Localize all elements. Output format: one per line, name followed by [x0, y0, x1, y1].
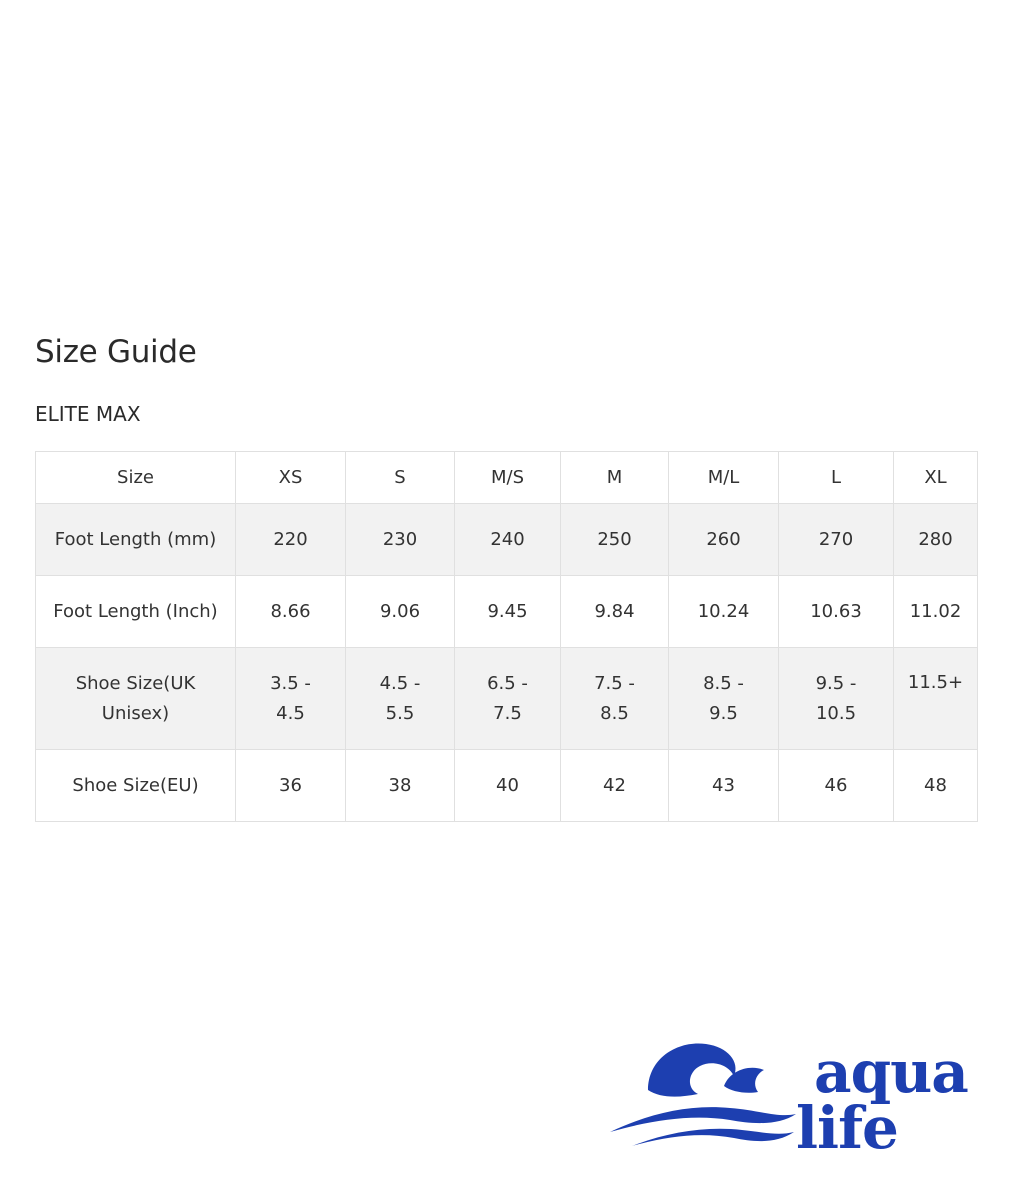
table-row-foot-length-inch — [36, 576, 978, 648]
table-row-shoe-size-uk — [36, 648, 978, 750]
wave-logo-icon — [610, 1043, 796, 1146]
header-cell-m: M — [561, 452, 669, 504]
row-label: Foot Length (mm) — [36, 504, 236, 576]
table-cell: 40 — [455, 750, 561, 822]
table-cell: 11.02 — [894, 576, 978, 648]
size-table — [35, 451, 978, 822]
table-cell: 230 — [346, 504, 455, 576]
row-label: Foot Length (Inch) — [36, 576, 236, 648]
table-cell: 42 — [561, 750, 669, 822]
header-cell-xl: XL — [894, 452, 978, 504]
header-cell-s: S — [346, 452, 455, 504]
table-cell: 8.66 — [236, 576, 346, 648]
header-cell-ml: M/L — [669, 452, 779, 504]
table-cell: 6.5 - 7.5 — [455, 648, 561, 750]
table-row-shoe-size-eu — [36, 750, 978, 822]
table-cell: 220 — [236, 504, 346, 576]
table-cell: 9.5 - 10.5 — [779, 648, 894, 750]
header-cell-xs: XS — [236, 452, 346, 504]
table-cell: 38 — [346, 750, 455, 822]
product-name: ELITE MAX — [35, 402, 141, 426]
row-label: Shoe Size(UK Unisex) — [36, 648, 236, 750]
aqua-life-logo — [608, 1028, 1008, 1152]
table-cell: 250 — [561, 504, 669, 576]
table-cell: 9.45 — [455, 576, 561, 648]
table-cell: 7.5 - 8.5 — [561, 648, 669, 750]
table-header-row — [36, 452, 978, 504]
logo-word-aqua: aqua — [814, 1038, 968, 1106]
table-cell: 48 — [894, 750, 978, 822]
row-label: Shoe Size(EU) — [36, 750, 236, 822]
table-cell: 4.5 - 5.5 — [346, 648, 455, 750]
header-cell-size: Size — [36, 452, 236, 504]
table-cell: 3.5 - 4.5 — [236, 648, 346, 750]
table-cell: 43 — [669, 750, 779, 822]
table-cell: 10.63 — [779, 576, 894, 648]
table-cell: 10.24 — [669, 576, 779, 648]
table-cell: 260 — [669, 504, 779, 576]
table-cell: 280 — [894, 504, 978, 576]
table-cell: 8.5 - 9.5 — [669, 648, 779, 750]
header-cell-l: L — [779, 452, 894, 504]
table-cell: 36 — [236, 750, 346, 822]
logo-word-life: life — [796, 1094, 898, 1152]
table-row-foot-length-mm — [36, 504, 978, 576]
page-title: Size Guide — [35, 334, 197, 370]
table-cell: 46 — [779, 750, 894, 822]
table-cell: 9.06 — [346, 576, 455, 648]
header-cell-ms: M/S — [455, 452, 561, 504]
table-cell: 240 — [455, 504, 561, 576]
table-cell: 11.5+ — [894, 648, 978, 750]
table-cell: 270 — [779, 504, 894, 576]
table-cell: 9.84 — [561, 576, 669, 648]
